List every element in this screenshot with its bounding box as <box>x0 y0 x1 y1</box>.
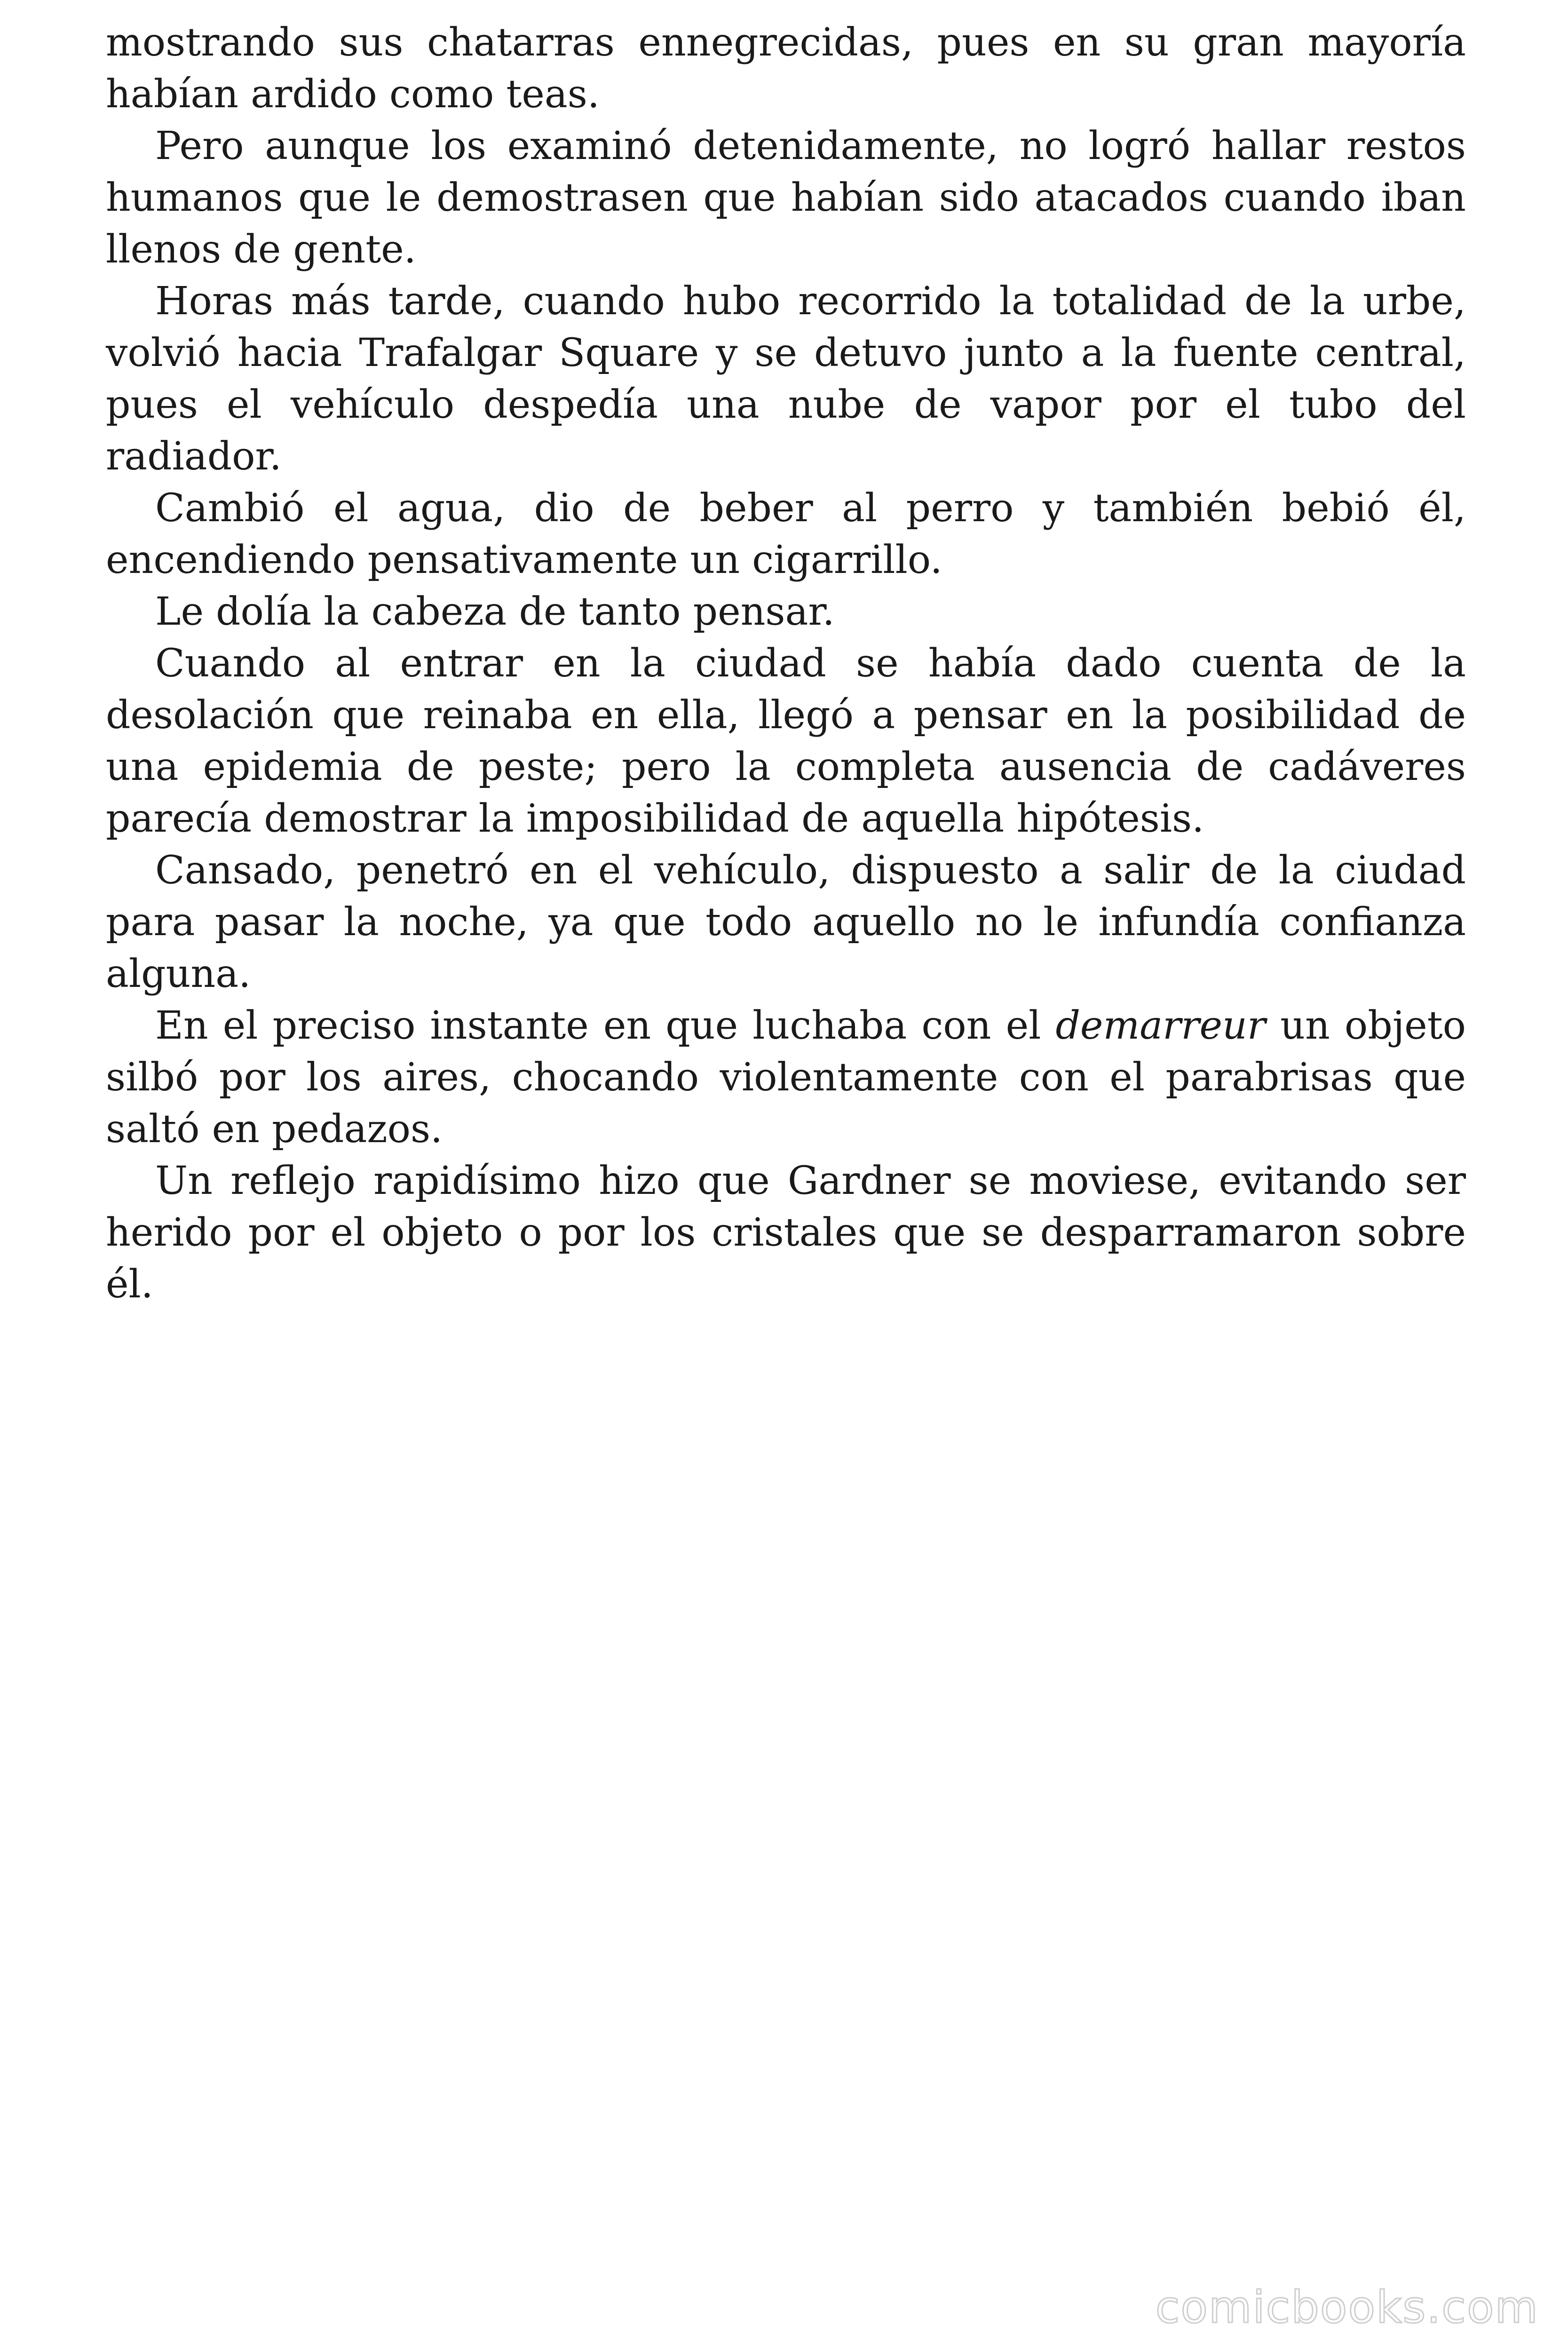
paragraph-8-before: En el preciso instante en que luchaba con el <box>155 1003 1056 1048</box>
watermark: comicbooks.com <box>1155 2282 1539 2333</box>
paragraph-5: Le dolía la cabeza de tanto pensar. <box>155 589 835 634</box>
paragraph-8 <box>106 1000 1466 1155</box>
page-text-body <box>106 17 1466 1311</box>
paragraph-8-after: un objeto silbó por los aires, chocando violentamente con el parabrisas que saltó en pedazos. <box>106 1003 1466 1152</box>
paragraph-4: Cambió el agua, dio de beber al perro y también bebió él, encendiendo pensativamente un cigarrillo. <box>106 486 1466 582</box>
paragraph-7: Cansado, penetró en el vehículo, dispuesto a salir de la ciudad para pasar la noche, ya que todo aquello no le infundía confianza alguna. <box>106 848 1466 996</box>
paragraph-3: Horas más tarde, cuando hubo recorrido la totalidad de la urbe, volvió hacia Trafalgar Square y se detuvo junto a la fuente central, pues el vehículo despedía una nube de vapor por el tubo del radiador. <box>106 279 1466 479</box>
paragraph-1: mostrando sus chatarras ennegrecidas, pues en su gran mayoría habían ardido como teas. <box>106 20 1466 117</box>
paragraph-6: Cuando al entrar en la ciudad se había dado cuenta de la desolación que reinaba en ella, llegó a pensar en la posibilidad de una epidemia de peste; pero la completa ausencia de cadáveres parecía demostrar la imposibilidad de aquella hipótesis. <box>106 641 1466 841</box>
paragraph-2: Pero aunque los examinó detenidamente, no logró hallar restos humanos que le demostrasen que habían sido atacados cuando iban llenos de gente. <box>106 124 1466 272</box>
paragraph-9: Un reflejo rapidísimo hizo que Gardner se moviese, evitando ser herido por el objeto o por los cristales que se desparramaron sobre él. <box>106 1159 1466 1307</box>
paragraph-8-emphasis: demarreur <box>1055 1003 1266 1048</box>
